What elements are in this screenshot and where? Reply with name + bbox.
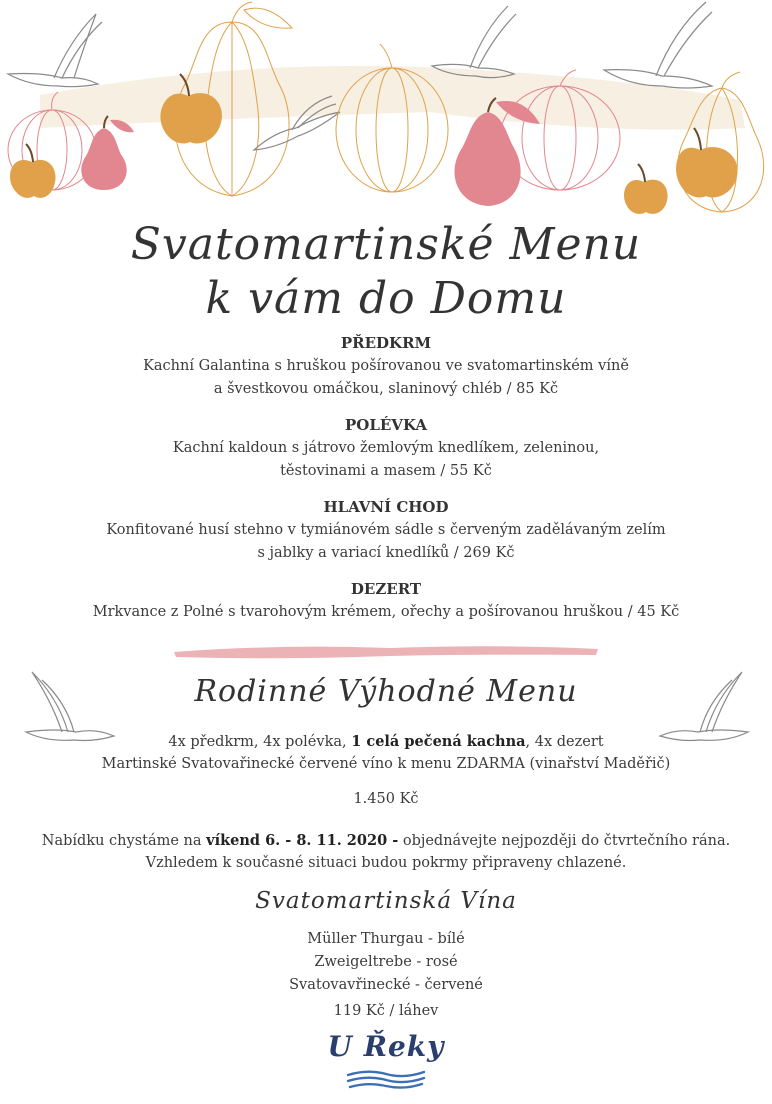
menu-section-main (0, 498, 772, 565)
section-heading: DEZERT (350, 580, 422, 598)
family-items-bold: 1 celá pečená kachna (351, 733, 526, 750)
fruit-bird-illustration (0, 0, 772, 230)
notice-pre: Nabídku chystáme na (41, 833, 207, 849)
section-line: Mrkvance z Polné s tvarohovým krémem, ořechy a pošírovanou hruškou / 45 Kč (92, 604, 680, 620)
family-menu-line2: Martinské Svatovařinecké červené víno k menu ZDARMA (vinařství Maděřič) (101, 756, 671, 772)
section-heading: HLAVNÍ CHOD (323, 498, 449, 516)
menu-title-line2: k vám do Domu (205, 273, 567, 324)
section-line: a švestkovou omáčkou, slaninový chléb / 85 Kč (213, 381, 559, 397)
family-menu-price: 1.450 Kč (353, 791, 419, 807)
pink-pear-left-icon (81, 116, 134, 190)
wine-list (0, 928, 772, 1023)
section-line: těstovinami a masem / 55 Kč (280, 463, 492, 479)
family-menu-title: Rodinné Výhodné Menu (194, 674, 578, 709)
family-menu-line1 (0, 730, 772, 754)
family-items-pre: 4x předkrm, 4x polévka, (168, 734, 352, 750)
wine-item: Zweigeltrebe - rosé (314, 954, 458, 970)
wine-item: Müller Thurgau - bílé (307, 931, 465, 947)
orange-apple-right-small-icon (624, 164, 668, 214)
section-line: Kachní Galantina s hruškou pošírovanou ve svatomartinském víně (143, 358, 629, 374)
section-heading: POLÉVKA (344, 416, 428, 434)
menu-section-soup (0, 416, 772, 483)
family-items-post: , 4x dezert (525, 734, 604, 750)
order-notice-line2: Vzhledem k současné situaci budou pokrmy připraveny chlazené. (145, 855, 627, 871)
menu-section-dessert (0, 580, 772, 624)
section-line: Kachní kaldoun s játrovo žemlovým knedlíkem, zeleninou, (172, 440, 600, 456)
menu-section-starter (0, 334, 772, 401)
order-notice-line1 (0, 829, 772, 853)
menu-title (0, 218, 772, 326)
wine-item: Svatovavřinecké - červené (289, 977, 483, 993)
restaurant-logo-text: U Řeky (327, 1030, 445, 1063)
orange-apple-left-icon (10, 144, 56, 198)
notice-post: objednávejte nejpozději do čtvrtečního rána. (398, 833, 731, 849)
menu-title-line1: Svatomartinské Menu (130, 219, 642, 270)
pink-brush-divider (170, 640, 602, 664)
section-line: Konfitované husí stehno v tymiánovém sádle s červeným zadělávaným zelím (106, 522, 666, 538)
bird-left-icon (8, 14, 102, 87)
wine-price: 119 Kč / láhev (333, 1003, 439, 1019)
section-line: s jablky a variací knedlíků / 269 Kč (257, 545, 515, 561)
bird-mid-icon (432, 6, 516, 78)
section-heading: PŘEDKRM (340, 334, 432, 352)
notice-date: víkend 6. - 8. 11. 2020 - (206, 832, 399, 849)
wave-logo-icon (344, 1068, 428, 1092)
wines-title: Svatomartinská Vína (255, 888, 517, 914)
bird-right-icon (604, 2, 712, 88)
